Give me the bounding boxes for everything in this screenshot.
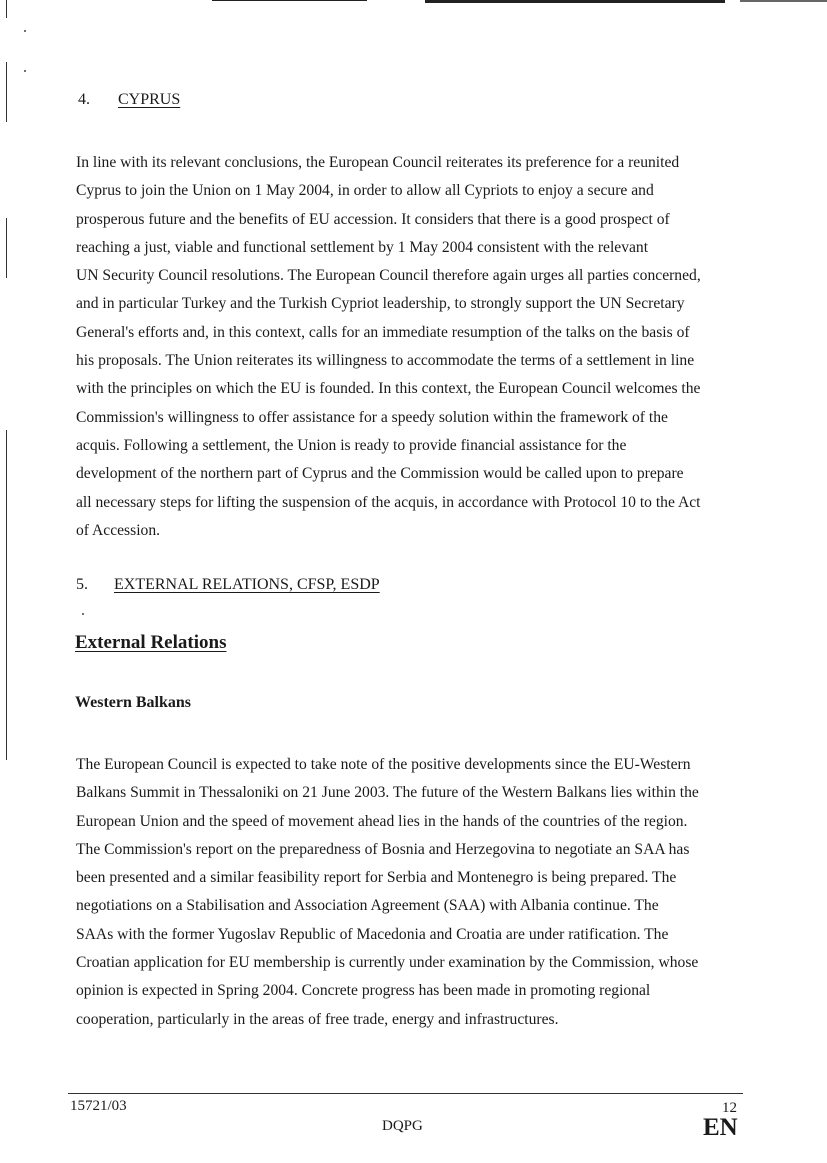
scan-artifact-top-left bbox=[212, 0, 367, 1]
scan-artifact-left-3 bbox=[6, 218, 7, 278]
scan-artifact-left-1 bbox=[6, 0, 7, 18]
paragraph-line: cooperation, particularly in the areas of free trade, energy and infrastructures. bbox=[76, 1010, 559, 1028]
paragraph-line: his proposals. The Union reiterates its willingness to accommodate the terms of a settlement in line bbox=[76, 352, 695, 370]
section-number: 4. bbox=[78, 91, 90, 108]
paragraph-line: been presented and a similar feasibility report for Serbia and Montenegro is being prepared. The bbox=[76, 869, 677, 887]
section-number: 5. bbox=[76, 576, 88, 593]
paragraph-line: European Union and the speed of movement ahead lies in the hands of the countries of the region. bbox=[76, 812, 688, 830]
paragraph-line: The European Council is expected to take note of the positive developments since the EU-Western bbox=[76, 756, 691, 773]
scan-artifact-left-4 bbox=[6, 430, 7, 760]
western-balkans-paragraph bbox=[76, 751, 756, 1034]
page-number: 12 bbox=[722, 1100, 737, 1116]
section-title: EXTERNAL RELATIONS, CFSP, ESDP bbox=[114, 576, 380, 593]
cyprus-paragraph bbox=[76, 149, 756, 545]
western-balkans-subheading: Western Balkans bbox=[75, 694, 192, 711]
paragraph-line: prosperous future and the benefits of EU accession. It considers that there is a good prospect of bbox=[76, 210, 670, 228]
paragraph-line: UN Security Council resolutions. The European Council therefore again urges all parties concerned, bbox=[76, 267, 701, 285]
paragraph-line: with the principles on which the EU is founded. In this context, the European Council welcomes the bbox=[76, 380, 701, 398]
section-4-heading bbox=[78, 91, 180, 109]
paragraph-line: opinion is expected in Spring 2004. Concrete progress has been made in promoting regional bbox=[76, 982, 651, 1000]
paragraph-line: of Accession. bbox=[76, 521, 161, 539]
footer-divider bbox=[68, 1093, 743, 1094]
language-code: EN bbox=[703, 1114, 738, 1141]
section-title: CYPRUS bbox=[118, 91, 181, 108]
paragraph-line: Croatian application for EU membership is currently under examination by the Commission, whose bbox=[76, 954, 699, 972]
paragraph-line: and in particular Turkey and the Turkish Cypriot leadership, to strongly support the UN Secretary bbox=[76, 295, 685, 313]
scan-artifact-dot bbox=[82, 613, 84, 615]
paragraph-line: Balkans Summit in Thessaloniki on 21 June 2003. The future of the Western Balkans lies within the bbox=[76, 784, 699, 802]
scan-artifact-left-2 bbox=[6, 62, 7, 122]
scan-artifact-dot bbox=[24, 70, 26, 72]
document-reference: 15721/03 bbox=[70, 1098, 127, 1114]
paragraph-line: acquis. Following a settlement, the Union is ready to provide financial assistance for the bbox=[76, 436, 627, 454]
external-relations-heading: External Relations bbox=[75, 632, 227, 653]
paragraph-line: SAAs with the former Yugoslav Republic of Macedonia and Croatia are under ratification. The bbox=[76, 925, 669, 943]
paragraph-line: Commission's willingness to offer assistance for a speedy solution within the framework of the bbox=[76, 408, 668, 426]
paragraph-line: The Commission's report on the preparedness of Bosnia and Herzegovina to negotiate an SAA has bbox=[76, 840, 690, 858]
scan-artifact-top-right bbox=[740, 0, 827, 2]
paragraph-line: negotiations on a Stabilisation and Association Agreement (SAA) with Albania continue. The bbox=[76, 897, 659, 915]
scan-artifact-dot bbox=[24, 30, 26, 32]
paragraph-line: Cyprus to join the Union on 1 May 2004, in order to allow all Cypriots to enjoy a secure and bbox=[76, 182, 654, 200]
scan-artifact-top-center bbox=[425, 0, 725, 3]
paragraph-line: all necessary steps for lifting the suspension of the acquis, in accordance with Protocol 10 to the Act bbox=[76, 493, 701, 511]
paragraph-line: reaching a just, viable and functional settlement by 1 May 2004 consistent with the relevant bbox=[76, 238, 649, 256]
section-5-heading bbox=[76, 576, 380, 594]
paragraph-line: development of the northern part of Cyprus and the Commission would be called upon to prepare bbox=[76, 465, 684, 483]
paragraph-line: In line with its relevant conclusions, the European Council reiterates its preference for a reunited bbox=[76, 154, 680, 171]
paragraph-line: General's efforts and, in this context, calls for an immediate resumption of the talks on the basis of bbox=[76, 323, 690, 341]
department-code: DQPG bbox=[382, 1118, 423, 1134]
